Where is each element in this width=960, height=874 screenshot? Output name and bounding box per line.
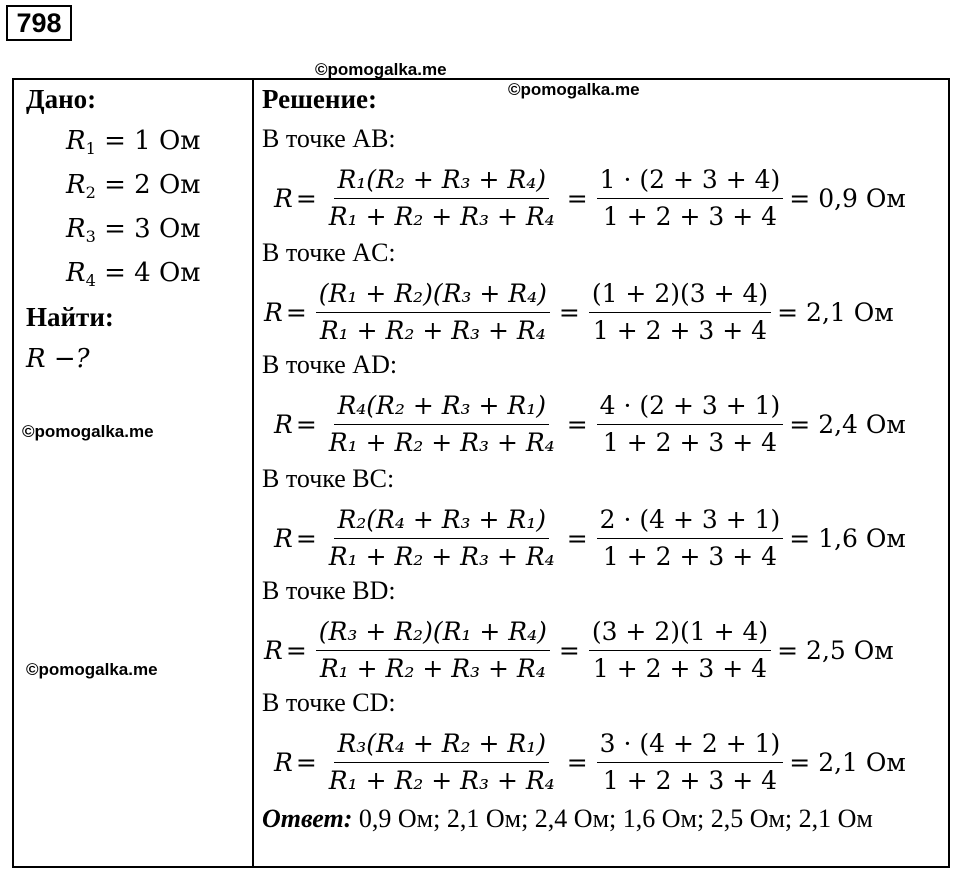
answer-label: Ответ: xyxy=(262,804,353,833)
watermark: ©pomogalka.me xyxy=(22,422,154,441)
given-r4: $R_4 = 4$ Ом xyxy=(66,258,201,290)
watermark: ©pomogalka.me xyxy=(26,660,158,679)
case-label: В точке AD: xyxy=(262,350,398,379)
given-header: Дано: xyxy=(26,84,97,114)
given-r3: $R_3 = 3$ Ом xyxy=(66,214,201,246)
watermark: ©pomogalka.me xyxy=(315,60,447,79)
column-divider xyxy=(252,80,254,866)
answer xyxy=(262,802,942,836)
case-label: В точке BD: xyxy=(262,576,396,605)
watermark: ©pomogalka.me xyxy=(508,80,640,99)
case-label: В точке CD: xyxy=(262,688,396,717)
find-value: R −? xyxy=(26,344,90,374)
case-label: В точке BC: xyxy=(262,464,395,493)
answer-text: 0,9 Ом; 2,1 Ом; 2,4 Ом; 1,6 Ом; 2,5 Ом; 2,1 Ом xyxy=(352,804,873,833)
equation: R = $\frac{\text{R₁(R₂ + R₃ + R₄)}}{\text{R₁ + R₂ + R₃ + R₄}}$ = $\frac{1 \cdot (2 + 3 + 4)}{1 + 2 + 3 + 4}$ = 0,9 Ом xyxy=(274,164,906,231)
equation: R = $\frac{\text{R₃(R₄ + R₂ + R₁)}}{\text{R₁ + R₂ + R₃ + R₄}}$ = $\frac{3 \cdot (4 + 2 + 1)}{1 + 2 + 3 + 4}$ = 2,1 Ом xyxy=(274,728,906,795)
case-label: В точке AC: xyxy=(262,238,396,267)
solution-table xyxy=(12,78,950,868)
solution-header: Решение: xyxy=(262,84,377,114)
equation: R = $\frac{\text{(R₁ + R₂)(R₃ + R₄)}}{\text{R₁ + R₂ + R₃ + R₄}}$ = $\frac{(1 + 2)(3 + 4)}{1 + 2 + 3 + 4}$ = 2,1 Ом xyxy=(264,278,894,345)
problem-number: 798 xyxy=(6,5,72,41)
find-header: Найти: xyxy=(26,302,114,332)
given-r1: $R_1 = 1$ Ом xyxy=(66,126,201,158)
equation: R = $\frac{\text{(R₃ + R₂)(R₁ + R₄)}}{\text{R₁ + R₂ + R₃ + R₄}}$ = $\frac{(3 + 2)(1 + 4)}{1 + 2 + 3 + 4}$ = 2,5 Ом xyxy=(264,616,894,683)
given-r2: $R_2 = 2$ Ом xyxy=(66,170,201,202)
equation: R = $\frac{\text{R₂(R₄ + R₃ + R₁)}}{\text{R₁ + R₂ + R₃ + R₄}}$ = $\frac{2 \cdot (4 + 3 + 1)}{1 + 2 + 3 + 4}$ = 1,6 Ом xyxy=(274,504,906,571)
case-label: В точке AB: xyxy=(262,124,396,153)
equation: R = $\frac{\text{R₄(R₂ + R₃ + R₁)}}{\text{R₁ + R₂ + R₃ + R₄}}$ = $\frac{4 \cdot (2 + 3 + 1)}{1 + 2 + 3 + 4}$ = 2,4 Ом xyxy=(274,390,906,457)
